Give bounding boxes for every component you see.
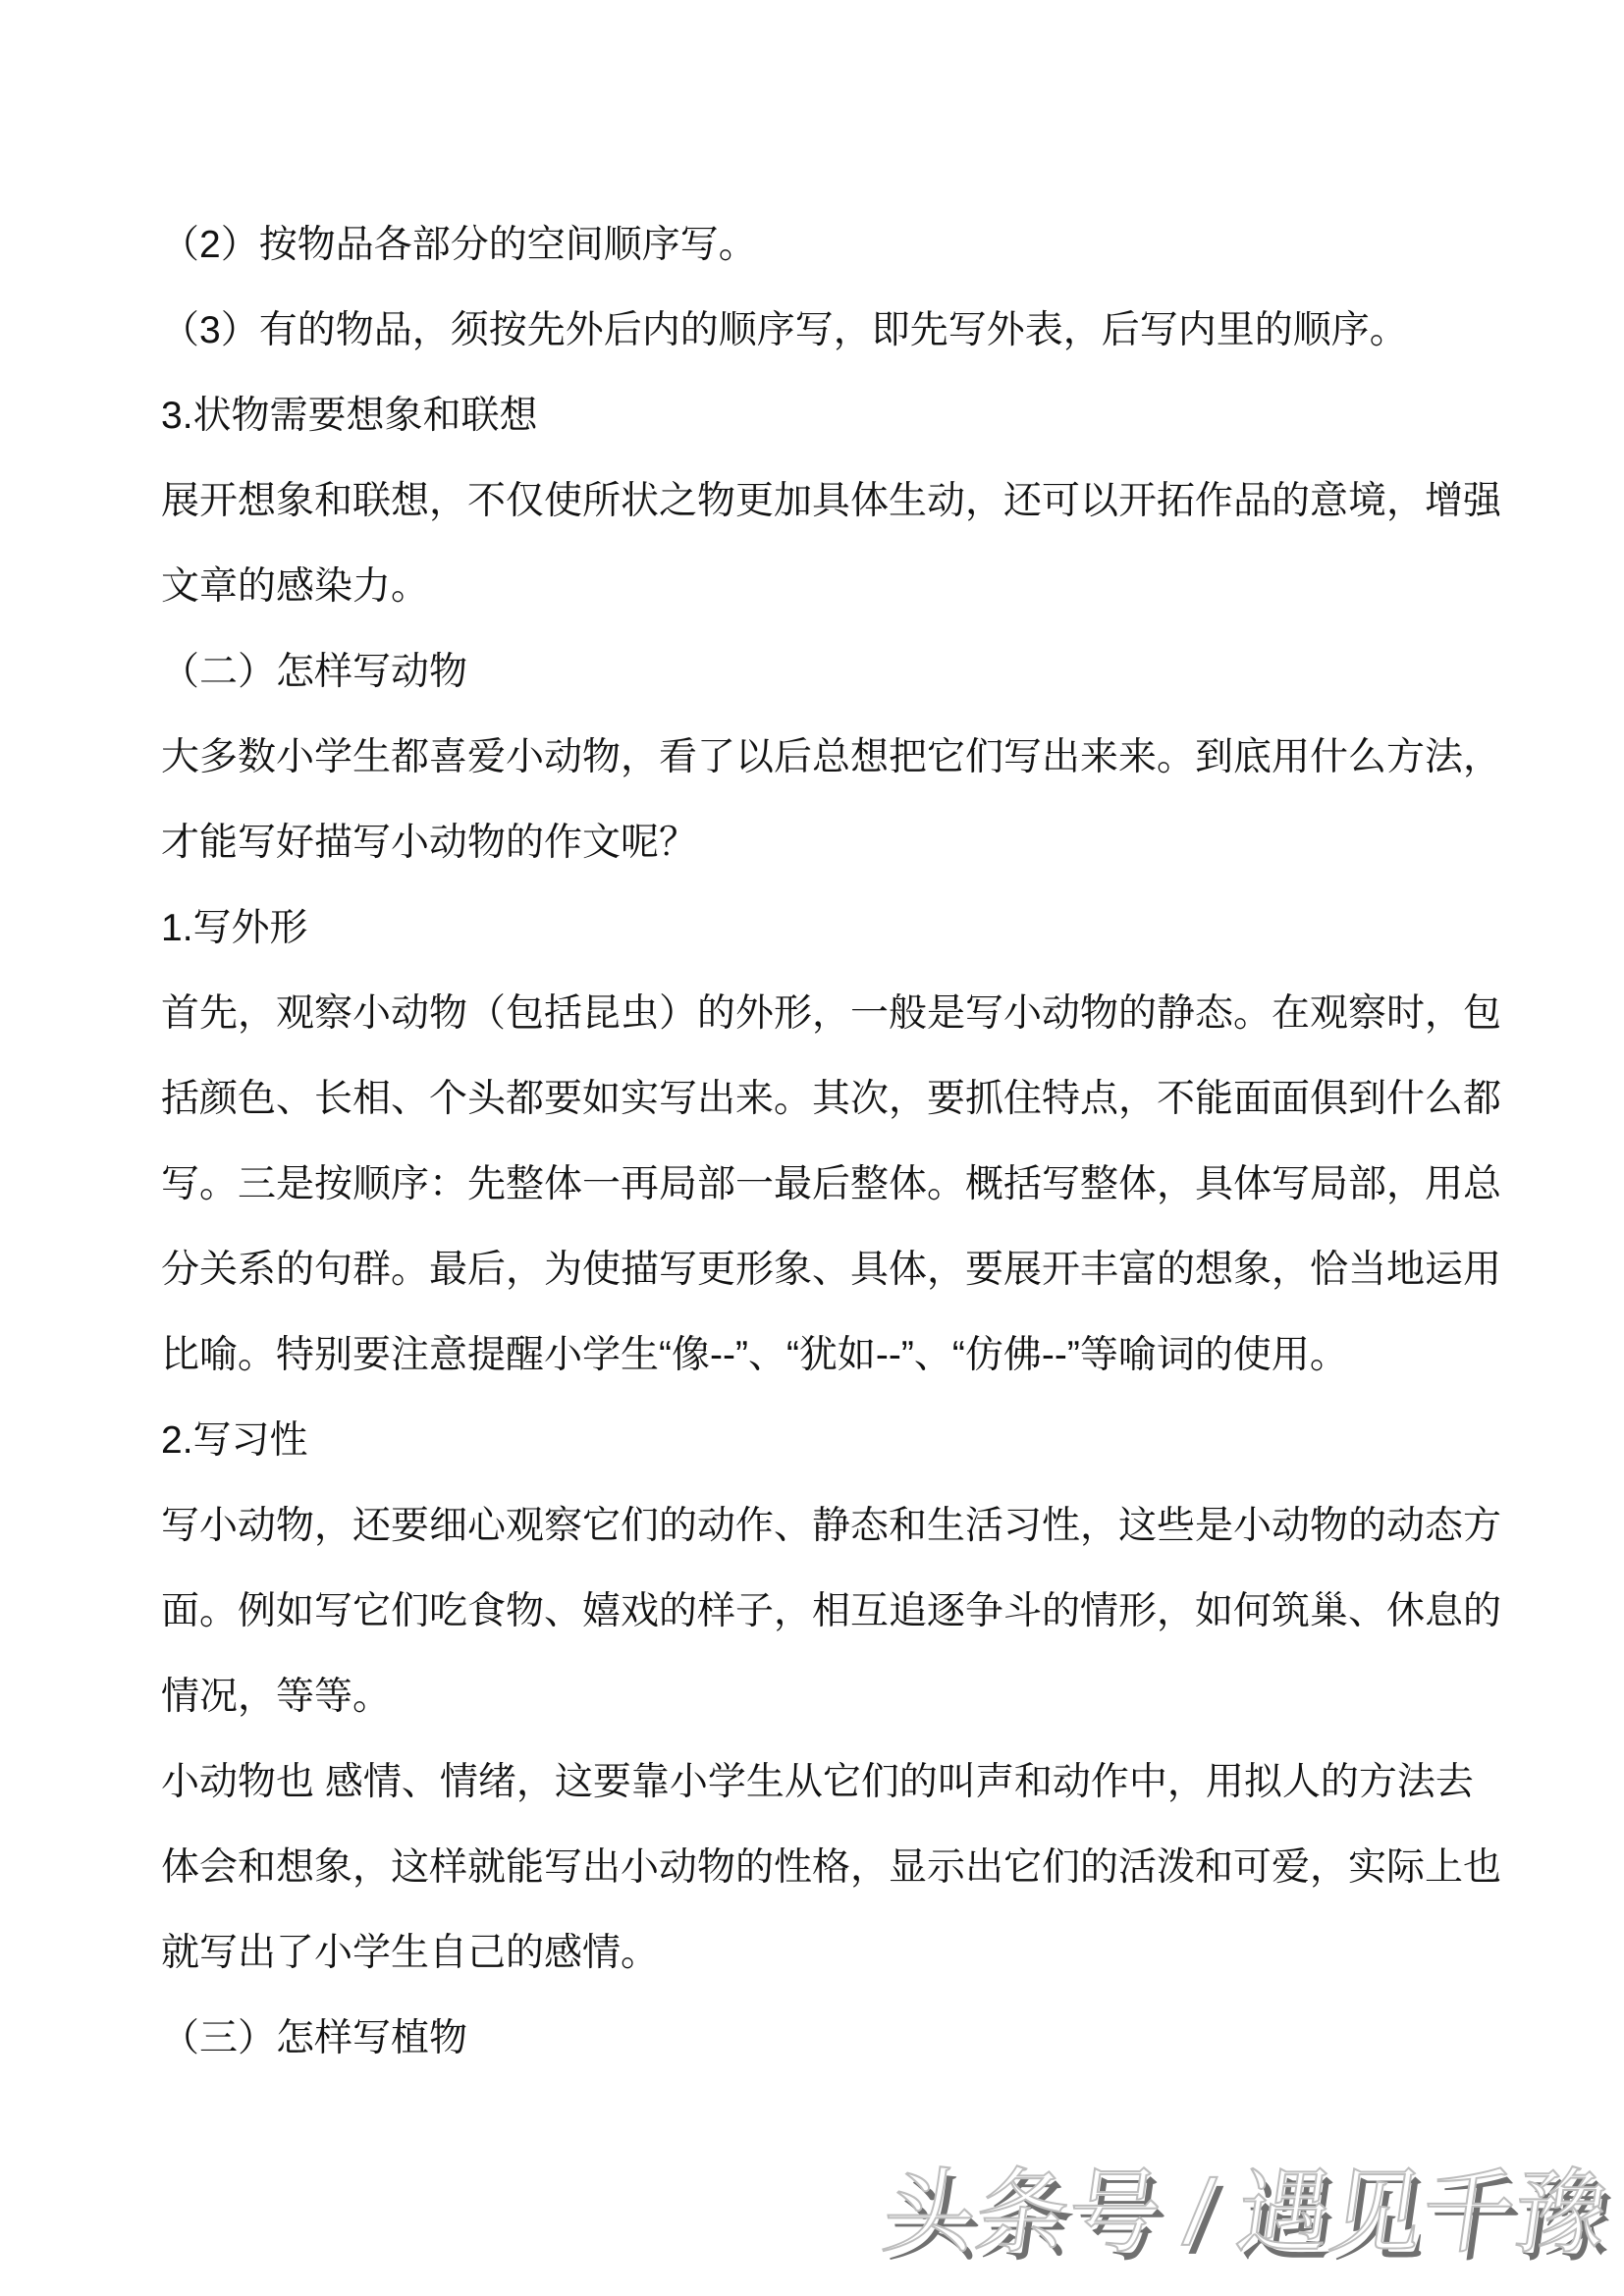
- text-line: （三）怎样写植物: [161, 2017, 468, 2059]
- text-line: 比喻。特别要注意提醒小学生“像--”、“犹如--”、“仿佛--”等喻词的使用。: [161, 1334, 1348, 1376]
- text-line: （二）怎样写动物: [161, 651, 468, 693]
- text-line: 1.写外形: [161, 907, 308, 949]
- text-line: 2.写习性: [161, 1419, 308, 1462]
- text-line: 情况，等等。: [161, 1676, 392, 1718]
- watermark-text: 头条号 / 遇见千豫: [876, 2161, 1614, 2264]
- text-line: （2）按物品各部分的空间顺序写。: [161, 224, 757, 266]
- text-line: 写小动物，还要细心观察它们的动作、静态和生活习性，这些是小动物的动态方: [161, 1505, 1502, 1547]
- text-line: 文章的感染力。: [161, 565, 430, 608]
- text-line: 面。例如写它们吃食物、嬉戏的样子，相互追逐争斗的情形，如何筑巢、休息的: [161, 1590, 1502, 1632]
- text-line: 分关系的句群。最后，为使描写更形象、具体，要展开丰富的想象，恰当地运用: [161, 1249, 1502, 1291]
- document-body: [161, 220, 1502, 2099]
- text-line: 才能写好描写小动物的作文呢？: [161, 822, 698, 864]
- text-line: 体会和想象，这样就能写出小动物的性格，显示出它们的活泼和可爱，实际上也: [161, 1846, 1502, 1889]
- text-line: 就写出了小学生自己的感情。: [161, 1932, 660, 1974]
- text-line: 小动物也 感情、情绪，这要靠小学生从它们的叫声和动作中，用拟人的方法去: [161, 1761, 1474, 1803]
- text-line: 大多数小学生都喜爱小动物，看了以后总想把它们写出来来。到底用什么方法，: [161, 736, 1502, 778]
- text-line: 写。三是按顺序：先整体一再局部一最后整体。概括写整体，具体写局部，用总: [161, 1163, 1502, 1205]
- text-line: 首先，观察小动物（包括昆虫）的外形，一般是写小动物的静态。在观察时，包: [161, 992, 1502, 1035]
- text-line: 括颜色、长相、个头都要如实写出来。其次，要抓住特点，不能面面俱到什么都: [161, 1078, 1502, 1120]
- text-line: 展开想象和联想，不仅使所状之物更加具体生动，还可以开拓作品的意境，增强: [161, 480, 1502, 522]
- text-line: 3.状物需要想象和联想: [161, 395, 538, 437]
- text-line: （3）有的物品，须按先外后内的顺序写，即先写外表，后写内里的顺序。: [161, 309, 1408, 351]
